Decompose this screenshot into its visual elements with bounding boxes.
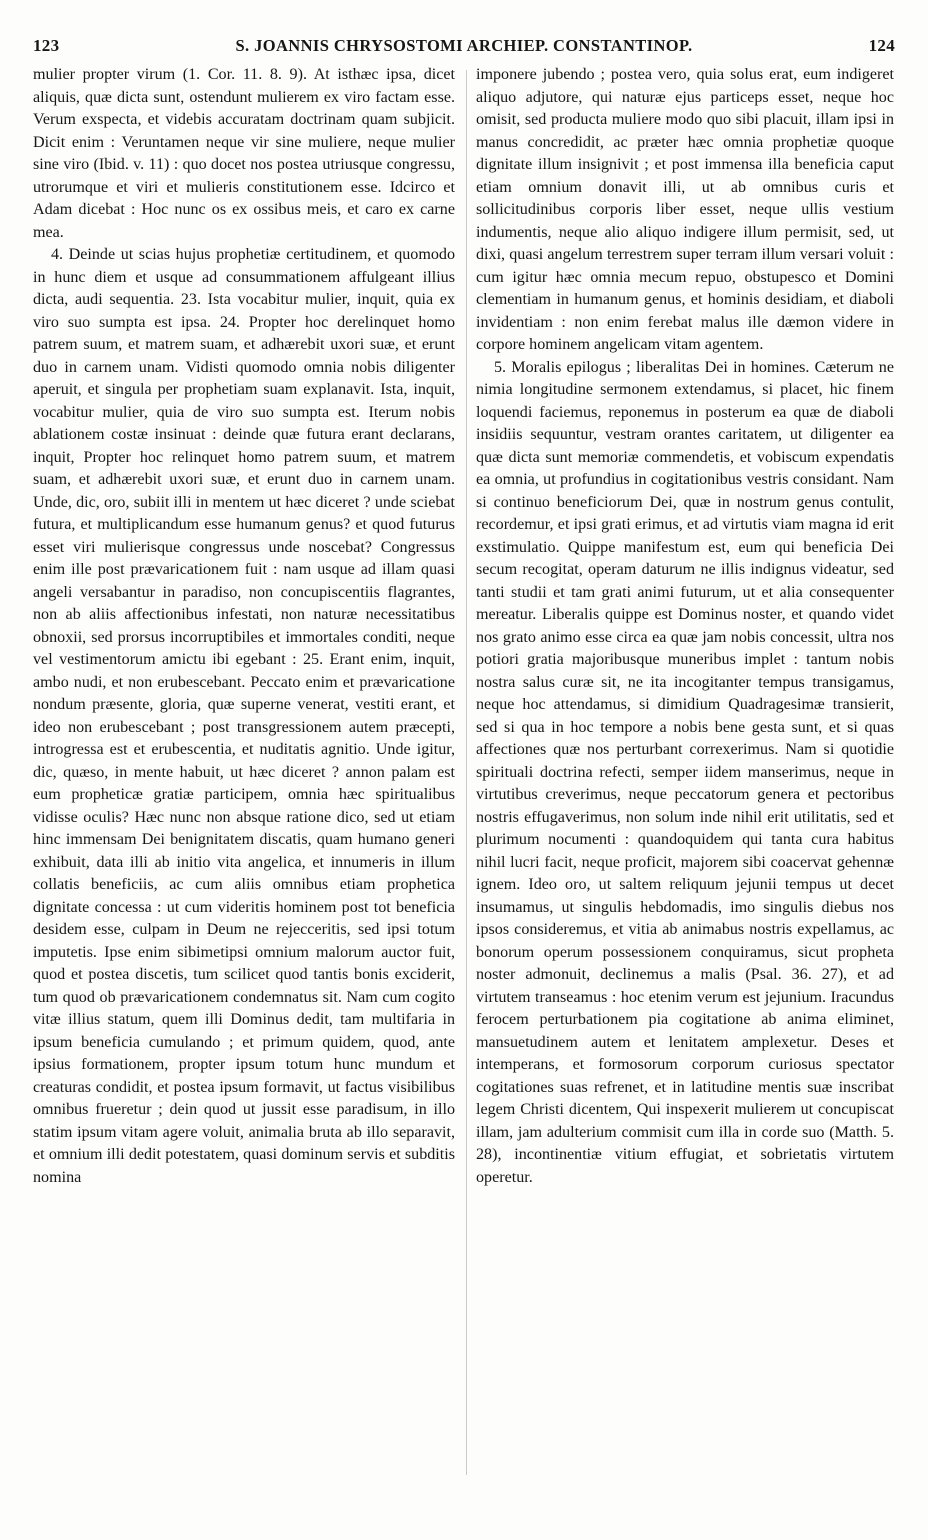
- paragraph: imponere jubendo ; postea vero, quia solus erat, eum indigeret aliquo adjutore, qui naturæ ejus particeps esset, neque hoc omisit, sed producta muliere modo quo sibi placuit, illam ipsi in manus concredidit, ac præter hæc omnia prophetiæ quoque dignitate illum insignivit ; et post immensa illa beneficia caput etiam omnium donavit illi, ut ab omnibus curis et sollicitudinibus corporis liber esset, neque ullis vestium indumentis, neque alio aliquo indigere illum permisit, sed, ut dixi, quasi angelum terrestrem super terram illum versari voluit : cum igitur hæc omnia mecum repuo, obstupesco et Domini clementiam in humanum genus, et hominis desidiam, et diaboli invidentiam : non enim ferebat malus ille dæmon videre in corpore hominem angelicam vitam agentem.: [476, 66, 894, 353]
- running-title: S. JOANNIS CHRYSOSTOMI ARCHIEP. CONSTANTINOP.: [235, 36, 693, 55]
- paragraph: mulier propter virum (1. Cor. 11. 8. 9). At isthæc ipsa, dicet aliquis, quæ dicta sunt, ostendunt mulierem ex viro factam esse. Verum exspecta, et videbis accuratam doctrinam quam subjicit. Dicit enim : Veruntamen neque vir sine muliere, neque mulier sine viro (Ibid. v. 11) : quo docet nos postea utriusque congressu, utrorumque et viri et mulieris constitutionem esse. Idcirco et Adam dicebat : Hoc nunc os ex ossibus meis, et caro ex carne mea.: [33, 66, 455, 241]
- paragraph-section-5: 5. Moralis epilogus ; liberalitas Dei in homines. Cæterum ne nimia longitudine sermonem extendamus, si placet, hic finem loquendi faciemus, reponemus in posterum ea quæ de diaboli insidiis sequuntur, vestram orantes caritatem, ut diligenter ea quæ dicta sunt memoriæ commendetis, et vobiscum expendatis ea omnia, ut profundius in cogitationibus vestris considant. Nam si continuo beneficiorum Dei, quæ in nostrum genus contulit, recordemur, et ipsi grati erimus, et ad virtutis viam magna id erit exstimulatio. Quippe manifestum est, eum qui beneficia Dei secum recogitat, operam daturum ne illis indignus videatur, sed tanti studii et tam grati animi futurum, ut et alia consequenter mereatur. Liberalis quippe est Dominus noster, et quando videt nos grato animo esse circa ea quæ jam nobis concessit, ultra nos potiori gratia majoribusque muneribus implet : tantum nobis nostra salus curæ sit, ne ita incogitanter tempus transigamus, neque hoc attendamus, si dimidium Quadragesimæ transierit, sed si qua in hoc tempore a nobis bene gesta sunt, et si quas affectiones quæ nos perturbant correxerimus. Nam si quotidie spirituali doctrina refecti, semper iidem manserimus, neque in virtutibus creverimus, neque peccatorum genera et pectoribus nostris effugaverimus, non solum inde nihil erit utilitatis, sed et plurimum nocumenti : quandoquidem qui tanta cura habitus nihil lucri facit, neque proficit, majorem sibi coacervat gehennæ ignem. Ideo oro, ut saltem reliquum jejunii tempus ut decet insumamus, ut singulis hebdomadis, imo singulis diebus nos ipsos consideremus, et vitia ab animabus nostris expellamus, ac bonorum operum possessionem conquiramus, sicut propheta noster admonuit, declinemus a malis (Psal. 36. 27), et ad virtutem transeamus : hoc etenim verum est jejunium. Iracundus ferocem perturbationem pia cogitatione ab anima eliminet, mansuetudinem autem et lenitatem amplexetur. Deses et intemperans, et formosorum corporum curiosus spectator cogitationes suas refrenet, et in latitudine mentis suæ inscribat legem Christi dicentem, Qui inspexerit mulierem ut concupiscat illam, jam adulterium commisit cum illa in corde suo (Matth. 5. 28), incontinentiæ vitium effugiat, et sobrietatis virtutem operetur.: [476, 358, 894, 1186]
- running-header: [33, 36, 895, 62]
- left-column: [33, 64, 455, 1484]
- column-divider: [466, 70, 467, 1475]
- page-number-right: 124: [868, 36, 895, 55]
- page-number-left: 123: [33, 36, 60, 55]
- right-column: [476, 64, 894, 1484]
- paragraph-section-4: 4. Deinde ut scias hujus prophetiæ certitudinem, et quomodo in hunc diem et usque ad consummationem affulgeant illius dicta, audi sequentia. 23. Ista vocabitur mulier, inquit, quia ex viro suo sumpta est ipsa. 24. Propter hoc derelinquet homo patrem suum, et matrem suam, et adhærebit uxori suæ, et erunt duo in carnem unam. Vidisti quomodo omnia nobis diligenter aperuit, et singula per prophetiam suam explanavit. Ista, inquit, vocabitur mulier, quia de viro suo sumpta est. Iterum nobis ablationem costæ insinuat : deinde quæ futura erant declarans, inquit, Propter hoc relinquet homo patrem suum, et matrem suam, et adhærebit uxori suæ, et erunt duo in carnem unam. Unde, dic, oro, subiit illi in mentem ut hæc diceret ? unde sciebat futura, et multiplicandum esse humanum genus? et quod futurus esset viri mulierisque congressus unde noscebat? Congressus enim ille post prævaricationem fuit : nam usque ad illam quasi angeli versabantur in paradiso, non concupiscentiis flagrantes, non ab aliis affectionibus infestati, non naturæ necessitatibus obnoxii, sed prorsus incorruptibiles et immortales conditi, neque vel vestimentorum amictu ibi egebant : 25. Erant enim, inquit, ambo nudi, et non erubescebant. Peccato enim et prævaricatione nondum præsente, gloria, quæ superne venerat, vestiti erant, et ideo non erubescebant ; post transgressionem autem præcepti, introgressa est et erubescentia, et nuditatis agnitio. Unde igitur, dic, quæso, in mente habuit, ut hæc diceret ? annon palam est eum propheticæ gratiæ participem, omnia hæc spiritualibus vidisse oculis? Hæc nunc non absque ratione dico, sed ut etiam hinc immensam Dei benignitatem discatis, quam humano generi exhibuit, data illi ab initio vita angelica, et innumeris in illum collatis beneficiis, ac cum aliis omnibus etiam prophetica dignitate concessa : ut cum videritis hominem post tot beneficia desidem esse, culpam in Deum ne rejecceritis, sed ipsi totum imputetis. Ipse enim sibimetipsi omnium malorum auctor fuit, quod et postea discetis, tum scilicet quod tantis bonis exciderit, tum quod ob prævaricationem condemnatus sit. Nam cum cogito vitæ illius statum, quem illi Dominus dedit, tam multifaria in ipsum beneficia cumulando ; et primum quidem, quod, ante ipsius formationem, propter ipsum totum hunc mundum et creaturas condidit, et postea ipsum formavit, ut factus visibilibus omnibus frueretur ; dein quod ut jussit esse paradisum, in illo statim ipsum vitam agere voluit, animalia bruta ab illo separavit, et omnium illi dedit potestatem, quasi dominum servis et subditis nomina: [33, 246, 455, 1186]
